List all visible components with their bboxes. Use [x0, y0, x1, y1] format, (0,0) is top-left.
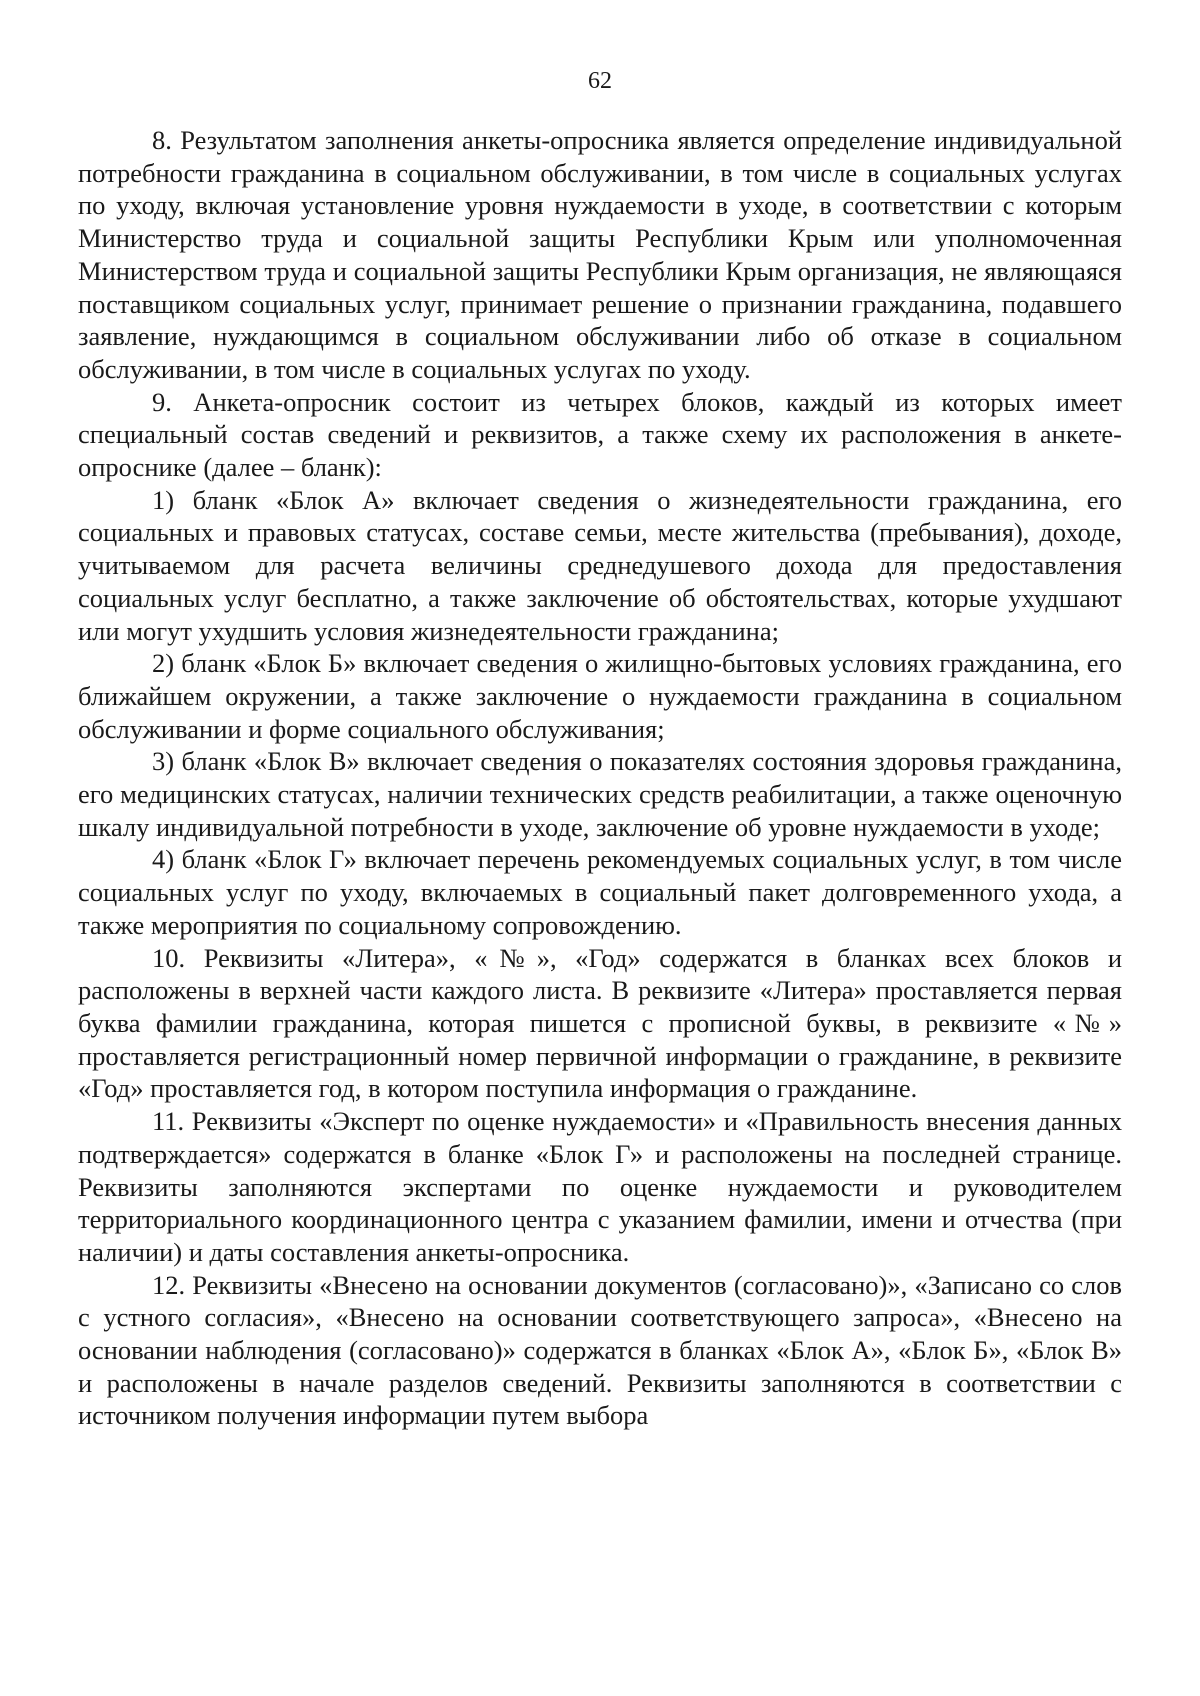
paragraph-8: 8. Результатом заполнения анкеты-опросника является определение индивидуальной потребности гражданина в социальном обслуживании, в том числе в социальных услугах по уходу, включая установление уровня нуждаемости в уходе, в соответствии с которым Министерство труда и социальной защиты Республики Крым или уполномоченная Министерством труда и социальной защиты Республики Крым организация, не являющаяся поставщиком социальных услуг, принимает решение о признании гражданина, подавшего заявление, нуждающимся в социальном обслуживании либо об отказе в социальном обслуживании, в том числе в социальных услугах по уходу. — [78, 125, 1122, 384]
list-item-block-v: 3) бланк «Блок В» включает сведения о показателях состояния здоровья гражданина, его медицинских статусах, наличии технических средств реабилитации, а также оценочную шкалу индивидуальной потребности в уходе, заключение об уровне нуждаемости в уходе; — [78, 746, 1122, 842]
document-body — [78, 124, 1122, 1432]
page-number: 62 — [588, 68, 612, 94]
list-item-block-a: 1) бланк «Блок А» включает сведения о жизнедеятельности гражданина, его социальных и правовых статусах, составе семьи, месте жительства (пребывания), доходе, учитываемом для расчета величины среднедушевого дохода для предоставления социальных услуг бесплатно, а также заключение об обстоятельствах, которые ухудшают или могут ухудшить условия жизнедеятельности гражданина; — [78, 484, 1122, 646]
list-item-block-b: 2) бланк «Блок Б» включает сведения о жилищно-бытовых условиях гражданина, его ближайшем окружении, а также заключение о нуждаемости гражданина в социальном обслуживании и форме социального обслуживания; — [78, 648, 1122, 744]
paragraph-9: 9. Анкета-опросник состоит из четырех блоков, каждый из которых имеет специальный состав сведений и реквизитов, а также схему их расположения в анкете-опроснике (далее – бланк): — [78, 386, 1122, 483]
paragraph-12: 12. Реквизиты «Внесено на основании документов (согласовано)», «Записано со слов с устного согласия», «Внесено на основании соответствующего запроса», «Внесено на основании наблюдения (согласовано)» содержатся в бланках «Блок А», «Блок Б», «Блок В» и расположены в начале разделов сведений. Реквизиты заполняются в соответствии с источником получения информации путем выбора — [78, 1269, 1122, 1431]
paragraph-11: 11. Реквизиты «Эксперт по оценке нуждаемости» и «Правильность внесения данных подтверждается» содержатся в бланке «Блок Г» и расположены на последней странице. Реквизиты заполняются экспертами по оценке нуждаемости и руководителем территориального координационного центра с указанием фамилии, имени и отчества (при наличии) и даты составления анкеты-опросника. — [78, 1106, 1122, 1267]
list-item-block-g: 4) бланк «Блок Г» включает перечень рекомендуемых социальных услуг, в том числе социальных услуг по уходу, включаемых в социальный пакет долговременного ухода, а также мероприятия по социальному сопровождению. — [78, 844, 1122, 940]
paragraph-10: 10. Реквизиты «Литера», «№», «Год» содержатся в бланках всех блоков и расположены в верхней части каждого листа. В реквизите «Литера» проставляется первая буква фамилии гражданина, которая пишется с прописной буквы, в реквизите «№» проставляется регистрационный номер первичной информации о гражданине, в реквизите «Год» проставляется год, в котором поступила информация о гражданине. — [78, 942, 1122, 1104]
